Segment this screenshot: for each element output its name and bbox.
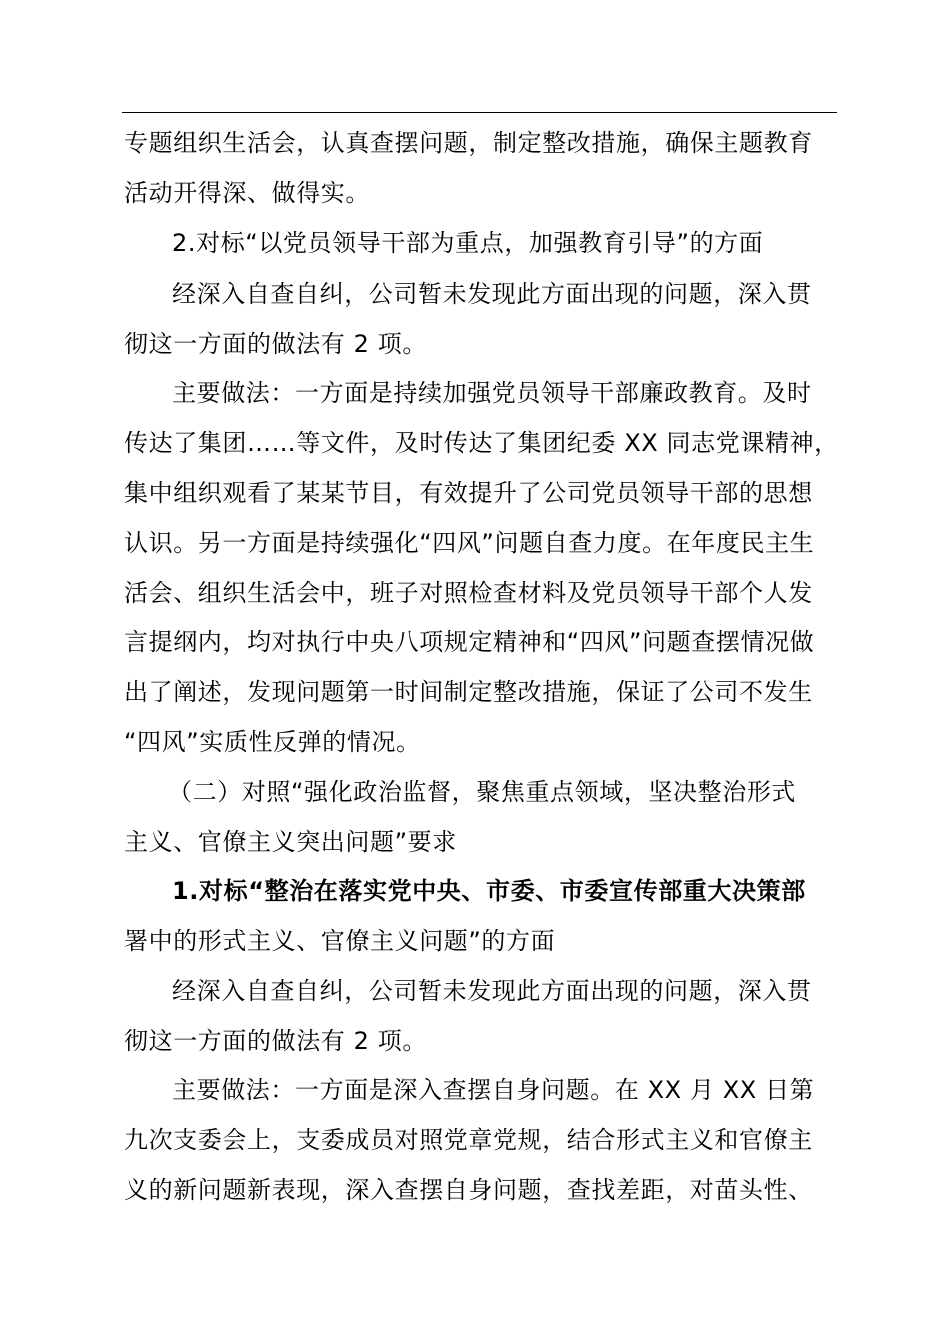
section-heading: （二）对照“强化政治监督，聚焦重点领域，坚决整治形式	[168, 778, 797, 806]
text-line: 经深入自查自纠，公司暂未发现此方面出现的问题，深入贯	[172, 977, 812, 1005]
text-line: 活动开得深、做得实。	[124, 179, 370, 207]
header-rule	[122, 112, 837, 113]
text-line: 主要做法：一方面是持续加强党员领导干部廉政教育。及时	[172, 379, 812, 407]
text-line: “四风”实质性反弹的情况。	[124, 728, 421, 756]
text-line: 出了阐述，发现问题第一时间制定整改措施，保证了公司不发生	[124, 678, 813, 706]
text-line: 彻这一方面的做法有 2 项。	[124, 330, 427, 358]
section-heading-cont: 主义、官僚主义突出问题”要求	[124, 828, 457, 856]
text-line: 认识。另一方面是持续强化“四风”问题自查力度。在年度民主生	[124, 529, 815, 557]
subsection-heading-cont: 署中的形式主义、官僚主义问题”的方面	[124, 927, 556, 955]
text-line: 专题组织生活会，认真查摆问题，制定整改措施，确保主题教育	[124, 129, 813, 157]
text-line: 主要做法：一方面是深入查摆自身问题。在 XX 月 XX 日第	[172, 1076, 815, 1104]
text-line: 彻这一方面的做法有 2 项。	[124, 1027, 427, 1055]
section-heading: 2.对标“以党员领导干部为重点，加强教育引导”的方面	[172, 229, 764, 257]
text-line: 九次支委会上，支委成员对照党章党规，结合形式主义和官僚主	[124, 1126, 813, 1154]
text-line: 义的新问题新表现，深入查摆自身问题，查找差距，对苗头性、	[124, 1176, 813, 1204]
text-line: 集中组织观看了某某节目，有效提升了公司党员领导干部的思想	[124, 479, 813, 507]
text-line: 言提纲内，均对执行中央八项规定精神和“四风”问题查摆情况做	[124, 628, 815, 656]
text-line: 传达了集团……等文件，及时传达了集团纪委 XX 同志党课精神，	[124, 429, 839, 457]
subsection-heading: 1.对标“整治在落实党中央、市委、市委宣传部重大决策部	[172, 877, 806, 905]
text-line: 活会、组织生活会中，班子对照检查材料及党员领导干部个人发	[124, 579, 813, 607]
text-line: 经深入自查自纠，公司暂未发现此方面出现的问题，深入贯	[172, 280, 812, 308]
